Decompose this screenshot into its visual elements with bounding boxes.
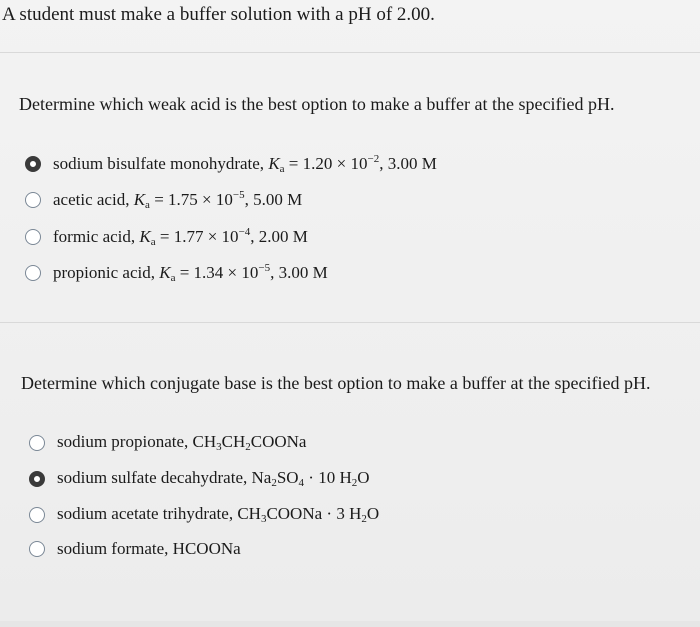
- option-label: sodium formate, HCOONa: [57, 539, 241, 558]
- radio-unselected-icon[interactable]: [29, 541, 45, 557]
- option-label: [53, 262, 328, 284]
- ka-symbol: K: [159, 263, 171, 282]
- radio-unselected-icon[interactable]: [25, 229, 41, 245]
- ka-subscript: a: [170, 272, 176, 284]
- radio-selected-icon[interactable]: [25, 156, 41, 172]
- radio-unselected-icon[interactable]: [29, 435, 45, 451]
- ka-symbol: K: [268, 154, 280, 173]
- bottom-edge: [0, 621, 700, 627]
- question2-option-2[interactable]: [29, 468, 370, 489]
- option-name: formic acid,: [53, 227, 140, 246]
- question2-option-3[interactable]: [29, 504, 379, 525]
- option-name: sodium bisulfate monohydrate,: [53, 154, 269, 173]
- question1-option-1[interactable]: [25, 153, 437, 175]
- option-label: [53, 153, 437, 175]
- concentration: , 3.00 M: [379, 154, 437, 173]
- concentration: , 5.00 M: [244, 190, 303, 209]
- question1-option-2[interactable]: [25, 189, 302, 211]
- option-label: sodium propionate, $CH_3CH_2COONa$: [57, 432, 307, 453]
- option-name: propionic acid,: [53, 263, 160, 282]
- radio-unselected-icon[interactable]: [25, 265, 41, 281]
- question2-option-1[interactable]: [29, 432, 306, 453]
- radio-selected-icon[interactable]: [29, 471, 45, 487]
- option-label: sodium acetate trihydrate, $CH_3COONa \cdot 3$ $H_2O$: [57, 504, 380, 525]
- ka-exponent: −4: [238, 226, 251, 238]
- radio-unselected-icon[interactable]: [29, 507, 45, 523]
- divider: [0, 52, 700, 53]
- option-label: [53, 226, 308, 248]
- problem-statement: A student must make a buffer solution with a pH of 2.00.: [2, 4, 435, 25]
- radio-unselected-icon[interactable]: [25, 192, 41, 208]
- ka-value: = 1.34 × 10: [175, 263, 259, 282]
- ka-exponent: −2: [367, 153, 380, 165]
- ka-exponent: −5: [258, 262, 271, 274]
- ka-value: = 1.75 × 10: [149, 190, 233, 209]
- ka-subscript: a: [279, 163, 285, 175]
- question1-option-4[interactable]: [25, 262, 328, 284]
- question1-option-3[interactable]: [25, 226, 308, 248]
- divider: [0, 322, 700, 323]
- ka-value: = 1.77 × 10: [155, 227, 239, 246]
- ka-subscript: a: [145, 199, 150, 211]
- concentration: , 3.00 M: [270, 263, 328, 282]
- ka-value: = 1.20 × 10: [284, 154, 368, 173]
- ka-symbol: K: [139, 227, 151, 246]
- ka-subscript: a: [150, 236, 156, 248]
- question1-prompt: Determine which weak acid is the best option to make a buffer at the specified pH.: [19, 94, 615, 114]
- question2-option-4[interactable]: [29, 539, 241, 559]
- option-label: sodium sulfate decahydrate, $Na_2SO_4 \cdot 10$ $H_2O$: [57, 468, 370, 489]
- ka-exponent: −5: [232, 189, 245, 201]
- option-label: [53, 189, 302, 211]
- concentration: , 2.00 M: [250, 227, 308, 246]
- option-name: acetic acid,: [53, 190, 134, 209]
- ka-symbol: K: [133, 190, 146, 209]
- question2-prompt: Determine which conjugate base is the best option to make a buffer at the specified pH.: [21, 373, 651, 393]
